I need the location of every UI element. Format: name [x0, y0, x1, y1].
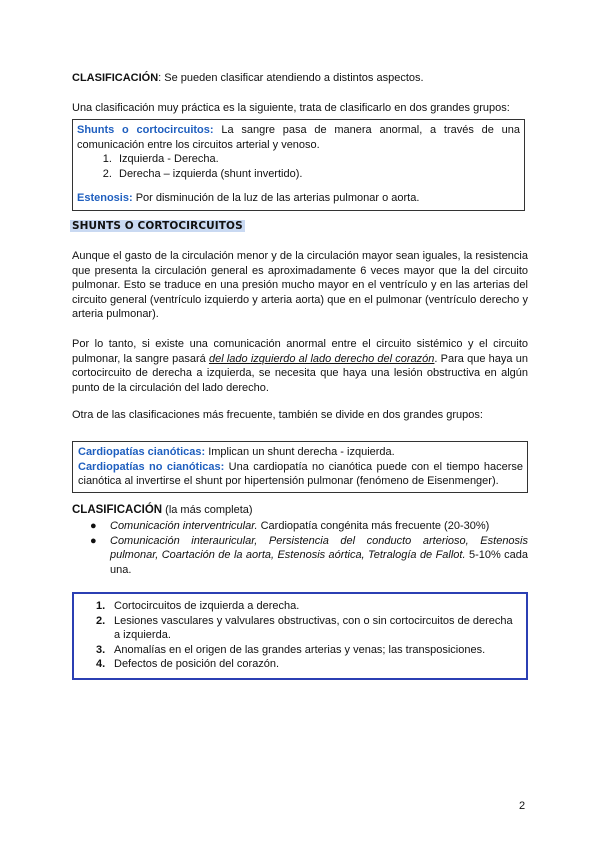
bullet-list — [72, 519, 528, 577]
bullet-text: 5-10% cada una. — [110, 549, 529, 576]
bullet-icon: ● — [90, 520, 97, 532]
list-text: Anomalías en el origen de las grandes arterias y venas; las transposiciones. — [114, 643, 486, 656]
list-item: 1. Izquierda - Derecha. — [115, 152, 520, 167]
list-item — [96, 599, 518, 614]
cyanotic-label: Cardiopatías cianóticas: — [78, 446, 206, 458]
list-text: Lesiones vasculares y valvulares obstructivas, con o sin cortocircuitos de derecha a izquierda. — [114, 614, 513, 641]
cyanotic-text: Implican un shunt derecha - izquierda. — [205, 446, 395, 458]
page-number: 2 — [519, 800, 526, 812]
estenosis-text: Por disminución de la luz de las arterias pulmonar o aorta. — [132, 192, 420, 204]
list-number: 2. — [96, 614, 106, 627]
numbered-list — [96, 599, 518, 672]
list-item — [90, 534, 529, 578]
list-number: 4. — [96, 658, 106, 670]
estenosis-label: Estenosis: — [77, 192, 133, 204]
shunt-classification-box — [72, 119, 525, 211]
paragraph-resistance: Aunque el gasto de la circulación menor y de la circulación mayor sean iguales, la resistencia que presenta la circulación general es aproximadamente 6 veces mayor que la del circuito pulmonar. Esto se traduce en una presión mucho mayor en el ventrículo y en las arterias del circuito general (ventrículo izquierdo y arteria aorta) que en el pulmonar (ventrículo derecho y arteria pulmonar). — [72, 250, 528, 320]
list-text: Defectos de posición del corazón. — [114, 658, 280, 670]
cyanotic-classification-box — [72, 441, 528, 493]
paragraph-other-classification: Otra de las clasificaciones más frecuente, también se divide en dos grandes grupos: — [72, 409, 483, 421]
intro-sentence: Una clasificación muy práctica es la siguiente, trata de clasificarlo en dos grandes grupos: — [72, 102, 510, 114]
para2-emphasis: del lado izquierdo al lado derecho del corazón — [208, 352, 435, 365]
classification-line — [72, 71, 424, 86]
list-number: 1. — [96, 600, 106, 612]
para2-before: Por lo tanto, si existe una comunicación anormal entre el circuito sistémico y el circuito pulmonar, la sangre pasará — [72, 338, 528, 365]
shunts-text: La sangre pasa de manera anormal, a través de una comunicación entre los circuitos arterial y venoso. — [77, 124, 520, 151]
paragraph-shunt-direction — [72, 337, 528, 395]
list-item — [96, 643, 518, 658]
list-item: 2. Derecha – izquierda (shunt invertido). — [115, 167, 520, 182]
list-number: 3. — [96, 643, 106, 656]
non-cyanotic-label: Cardiopatías no cianóticas: — [78, 460, 225, 473]
bullet-text: Cardiopatía congénita más frecuente (20-30%) — [257, 520, 490, 532]
section-heading-text: SHUNTS O CORTOCIRCUITOS — [72, 220, 243, 232]
list-item — [90, 519, 528, 534]
shunts-definition — [77, 123, 520, 152]
classification-text: : Se pueden clasificar atendiendo a distintos aspectos. — [158, 72, 424, 84]
cyanotic-line — [78, 445, 523, 460]
bullet-italic: Comunicación interventricular. — [110, 520, 258, 532]
list-text: Cortocircuitos de izquierda a derecha. — [114, 600, 300, 612]
shunts-label: Shunts o cortocircuitos: — [77, 124, 214, 136]
estenosis-definition — [77, 191, 520, 206]
classification-complete-rest: (la más completa) — [162, 504, 253, 516]
classification-complete-label: CLASIFICACIÓN — [72, 504, 163, 516]
classification-complete-heading — [72, 503, 253, 518]
section-heading — [70, 219, 245, 234]
bullet-icon: ● — [90, 534, 97, 547]
non-cyanotic-text: Una cardiopatía no cianótica puede con el tiempo hacerse cianótica al invertirse el shunt por hipertensión pulmonar (fenómeno de Eisenmenger). — [78, 460, 523, 487]
classification-bullets — [72, 519, 528, 577]
classification-label: CLASIFICACIÓN — [72, 72, 159, 84]
numbered-classification-box — [72, 592, 528, 680]
list-item — [96, 614, 518, 643]
list-item — [96, 657, 518, 672]
shunt-direction-list — [77, 152, 520, 181]
bullet-italic: Comunicación interauricular, Persistencia del conducto arterioso, Estenosis pulmonar, Coartación de la aorta, Estenosis aórtica, Tetralogía de Fallot. — [110, 534, 528, 561]
non-cyanotic-line — [78, 460, 523, 489]
para2-after: . Para que haya un cortocircuito de derecha a izquierda, se necesita que haya una lesión obstructiva en algún punto de la circulación del lado derecho. — [72, 352, 528, 394]
